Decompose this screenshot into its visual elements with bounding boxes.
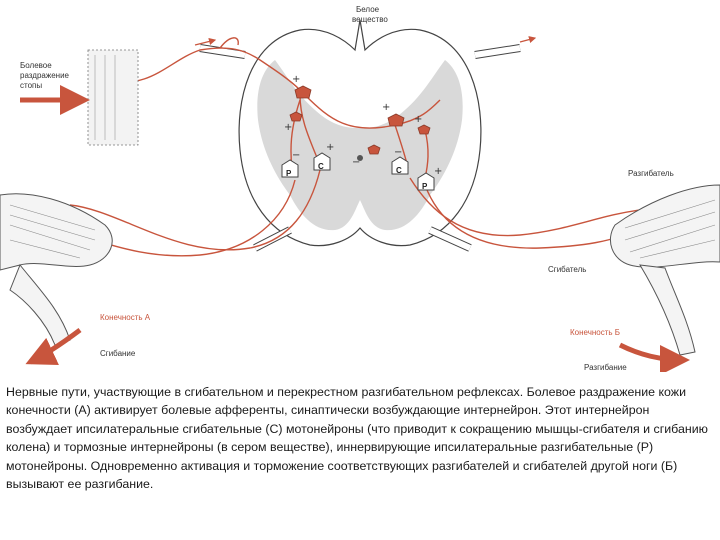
label-flexion: Сгибание (100, 349, 136, 358)
limb-a-shin (10, 265, 70, 345)
sign-minus-2: − (352, 157, 361, 168)
motoneuron-p-left-label: P (286, 169, 292, 178)
sign-plus-1: + (292, 74, 301, 85)
limb-b-shin (640, 265, 695, 355)
label-white-matter-1: Белое (356, 5, 380, 14)
afferent-arrow (195, 40, 215, 45)
limb-a (0, 194, 112, 345)
limb-a-thigh (0, 194, 112, 270)
spinal-cord (200, 20, 520, 248)
label-limb-b: Конечность Б (570, 328, 621, 337)
label-flexor: Сгибатель (548, 265, 587, 274)
sign-plus-6: + (434, 166, 443, 177)
label-extensor: Разгибатель (628, 169, 674, 178)
label-extension: Разгибание (584, 363, 627, 372)
sign-plus-3: + (326, 142, 335, 153)
limb-b-extension-arrow (620, 345, 685, 360)
motoneuron-c-right-label: C (396, 166, 402, 175)
sign-plus-4: + (382, 102, 391, 113)
sign-plus-2: + (284, 122, 293, 133)
label-pain-2: раздражение (20, 71, 70, 80)
efferent-arrow-right (520, 38, 535, 42)
motoneuron-c-left-label: C (318, 162, 324, 171)
sign-minus-1: − (292, 150, 301, 161)
skin-receptor-area (88, 50, 138, 145)
sign-minus-3: − (394, 147, 403, 158)
dorsal-ganglion (220, 38, 238, 48)
label-pain-1: Болевое (20, 61, 52, 70)
figure-caption: Нервные пути, участвующие в сгибательном и перекрестном разгибательном рефлексах. Болевое раздражение кожи конечности (А) активирует болевые афференты, синаптически возбуждающие интернейрон. Этот интернейрон возбуждает ипсилатеральные сгибательные (С) мотонейроны (что приводит к сокращению мышцы-сгибателя и сгибанию колена) и тормозные интернейроны (в сером веществе), иннервирующие ипсилатеральные разгибательные (Р) мотонейроны. Одновременно активация и торможение соответствующих разгибателей и сгибателей другой ноги (Б) вызывают ее разгибание. (6, 385, 708, 492)
limb-b-thigh (610, 185, 720, 267)
label-limb-a: Конечность А (100, 313, 151, 322)
label-pain-3: стопы (20, 81, 43, 90)
sign-plus-5: + (414, 114, 423, 125)
limb-b (610, 185, 720, 355)
label-white-matter-2: вещество (352, 15, 388, 24)
motoneuron-p-right-label: P (422, 182, 428, 191)
